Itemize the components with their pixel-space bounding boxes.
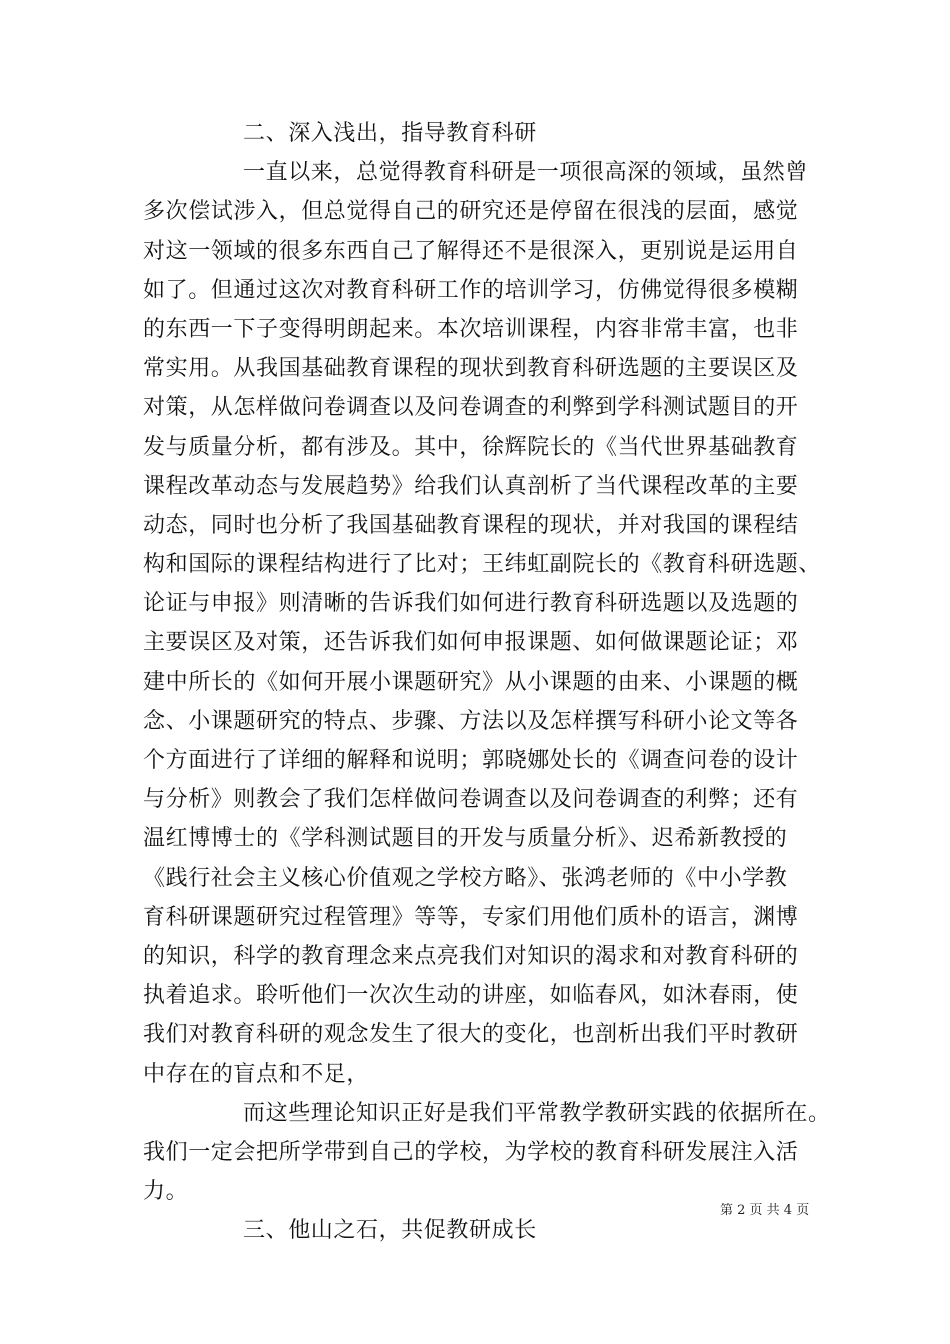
paragraph-line: 对这一领域的很多东西自己了解得还不是很深入，更别说是运用自 — [143, 238, 799, 264]
section-heading-3: 三、他山之石，共促教研成长 — [243, 1218, 537, 1244]
paragraph-line: 我们一定会把所学带到自己的学校，为学校的教育科研发展注入活 — [143, 1139, 799, 1165]
section-heading-2: 二、深入浅出，指导教育科研 — [243, 121, 537, 146]
page-number-footer: 第 2 页 共 4 页 — [720, 1203, 810, 1218]
paragraph-line: 的东西一下子变得明朗起来。本次培训课程，内容非常丰富，也非 — [143, 316, 799, 342]
paragraph-line: 如了。但通过这次对教育科研工作的培训学习，仿佛觉得很多模糊 — [143, 277, 799, 303]
body-text — [143, 114, 831, 1250]
paragraph-line: 发与质量分析，都有涉及。其中，徐辉院长的《当代世界基础教育 — [143, 434, 799, 460]
paragraph-line: 个方面进行了详细的解释和说明；郭晓娜处长的《调查问卷的设计 — [143, 748, 799, 773]
paragraph-line: 论证与申报》则清晰的告诉我们如何进行教育科研选题以及选题的 — [143, 591, 799, 617]
paragraph-line: 多次偿试涉入，但总觉得自己的研究还是停留在很浅的层面，感觉 — [143, 199, 799, 225]
paragraph-line: 主要误区及对策，还告诉我们如何申报课题、如何做课题论证；邓 — [143, 630, 799, 656]
paragraph-line: 一直以来，总觉得教育科研是一项很高深的领域，虽然曾 — [243, 160, 809, 186]
paragraph-line: 中存在的盲点和不足， — [143, 1061, 370, 1087]
paragraph-line: 常实用。从我国基础教育课程的现状到教育科研选题的主要误区及 — [143, 356, 799, 382]
paragraph-line: 而这些理论知识正好是我们平常教学教研实践的依据所在。 — [243, 1100, 831, 1126]
paragraph-line: 建中所长的《如何开展小课题研究》从小课题的由来、小课题的概 — [143, 669, 799, 695]
paragraph-line: 课程改革动态与发展趋势》给我们认真剖析了当代课程改革的主要 — [143, 473, 799, 499]
paragraph-line: 执着追求。聆听他们一次次生动的讲座，如临春风，如沐春雨，使 — [143, 983, 799, 1009]
paragraph-line: 《践行社会主义核心价值观之学校方略》、张鸿老师的《中小学教 — [143, 865, 788, 891]
paragraph-line: 动态，同时也分析了我国基础教育课程的现状，并对我国的课程结 — [143, 512, 799, 538]
paragraph-line: 与分析》则教会了我们怎样做问卷调查以及问卷调查的利弊；还有 — [143, 787, 799, 813]
paragraph-line: 育科研课题研究过程管理》等等，专家们用他们质朴的语言，渊博 — [143, 904, 799, 930]
paragraph-line: 我们对教育科研的观念发生了很大的变化，也剖析出我们平时教研 — [143, 1022, 799, 1048]
paragraph-line: 力。 — [143, 1179, 189, 1205]
paragraph-line: 温红博博士的《学科测试题目的开发与质量分析》、迟希新教授的 — [143, 826, 788, 852]
paragraph-line: 的知识，科学的教育理念来点亮我们对知识的渴求和对教育科研的 — [143, 943, 799, 969]
paragraph-line: 构和国际的课程结构进行了比对；王纬虹副院长的《教育科研选题、 — [143, 552, 822, 578]
paragraph-line: 念、小课题研究的特点、步骤、方法以及怎样撰写科研小论文等各 — [143, 708, 799, 734]
paragraph-line: 对策，从怎样做问卷调查以及问卷调查的利弊到学科测试题目的开 — [143, 395, 799, 421]
